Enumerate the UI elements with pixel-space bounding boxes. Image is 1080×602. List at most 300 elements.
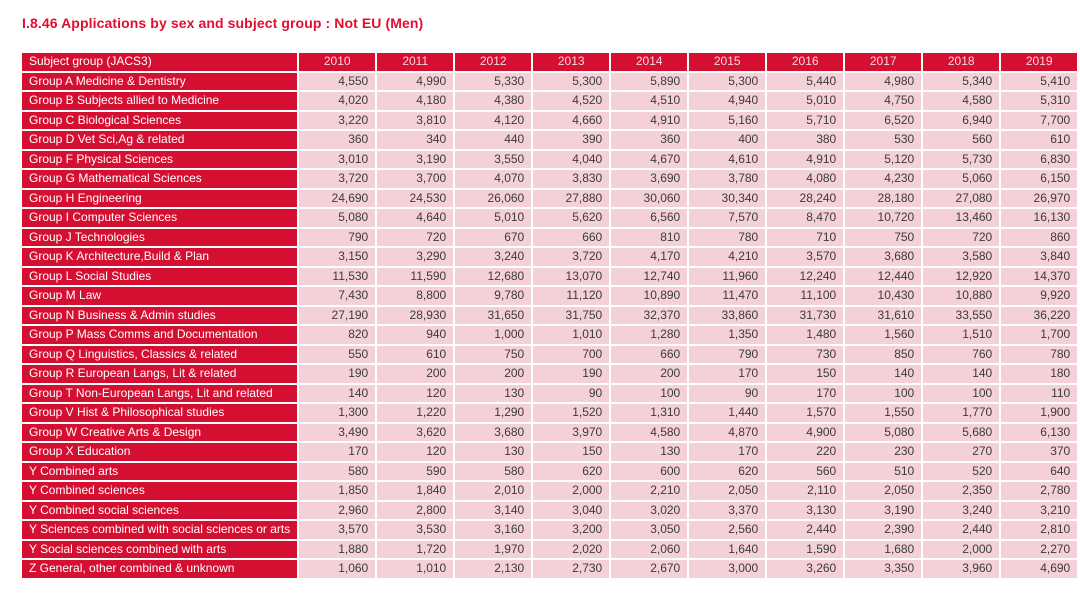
data-cell: 27,880	[533, 190, 609, 208]
data-cell: 130	[611, 443, 687, 461]
data-cell: 620	[533, 463, 609, 481]
data-cell: 130	[455, 443, 531, 461]
data-cell: 3,240	[455, 248, 531, 266]
data-cell: 3,490	[299, 424, 375, 442]
table-row	[22, 541, 1077, 559]
data-cell: 30,340	[689, 190, 765, 208]
row-label: Group T Non-European Langs, Lit and related	[22, 385, 297, 403]
data-cell: 1,640	[689, 541, 765, 559]
data-cell: 940	[377, 326, 453, 344]
col-header-year-2015: 2015	[689, 53, 765, 71]
data-cell: 10,430	[845, 287, 921, 305]
data-cell: 1,550	[845, 404, 921, 422]
data-cell: 230	[845, 443, 921, 461]
data-cell: 3,000	[689, 560, 765, 578]
data-cell: 780	[689, 229, 765, 247]
data-cell: 150	[533, 443, 609, 461]
table-row	[22, 131, 1077, 149]
data-cell: 1,570	[767, 404, 843, 422]
data-cell: 150	[767, 365, 843, 383]
data-cell: 1,680	[845, 541, 921, 559]
data-cell: 1,480	[767, 326, 843, 344]
data-cell: 3,680	[845, 248, 921, 266]
table-row	[22, 151, 1077, 169]
data-cell: 340	[377, 131, 453, 149]
data-cell: 660	[533, 229, 609, 247]
data-cell: 850	[845, 346, 921, 364]
data-cell: 26,970	[1001, 190, 1077, 208]
data-cell: 33,550	[923, 307, 999, 325]
data-cell: 28,180	[845, 190, 921, 208]
data-cell: 790	[689, 346, 765, 364]
data-cell: 2,730	[533, 560, 609, 578]
data-cell: 4,910	[611, 112, 687, 130]
data-cell: 3,700	[377, 170, 453, 188]
data-cell: 440	[455, 131, 531, 149]
col-header-year-2012: 2012	[455, 53, 531, 71]
row-label: Group B Subjects allied to Medicine	[22, 92, 297, 110]
data-cell: 2,130	[455, 560, 531, 578]
data-cell: 1,310	[611, 404, 687, 422]
data-cell: 90	[533, 385, 609, 403]
table-row	[22, 502, 1077, 520]
data-cell: 5,080	[299, 209, 375, 227]
data-cell: 9,920	[1001, 287, 1077, 305]
data-cell: 30,060	[611, 190, 687, 208]
data-cell: 390	[533, 131, 609, 149]
data-cell: 6,830	[1001, 151, 1077, 169]
table-row	[22, 365, 1077, 383]
data-cell: 120	[377, 443, 453, 461]
table-row	[22, 385, 1077, 403]
data-cell: 6,560	[611, 209, 687, 227]
data-cell: 11,120	[533, 287, 609, 305]
data-cell: 2,960	[299, 502, 375, 520]
data-cell: 12,440	[845, 268, 921, 286]
table-row	[22, 268, 1077, 286]
row-label: Group C Biological Sciences	[22, 112, 297, 130]
data-cell: 3,160	[455, 521, 531, 539]
data-cell: 370	[1001, 443, 1077, 461]
row-label: Y Combined social sciences	[22, 502, 297, 520]
row-label: Y Social sciences combined with arts	[22, 541, 297, 559]
data-cell: 26,060	[455, 190, 531, 208]
data-cell: 2,810	[1001, 521, 1077, 539]
row-label: Y Combined sciences	[22, 482, 297, 500]
data-cell: 670	[455, 229, 531, 247]
data-cell: 2,440	[767, 521, 843, 539]
row-label: Group F Physical Sciences	[22, 151, 297, 169]
header-row	[22, 53, 1077, 71]
data-cell: 170	[689, 365, 765, 383]
data-cell: 4,230	[845, 170, 921, 188]
data-cell: 520	[923, 463, 999, 481]
data-cell: 1,720	[377, 541, 453, 559]
row-label: Y Sciences combined with social sciences or arts	[22, 521, 297, 539]
row-label: Group A Medicine & Dentistry	[22, 73, 297, 91]
data-cell: 170	[299, 443, 375, 461]
data-cell: 12,920	[923, 268, 999, 286]
data-cell: 3,690	[611, 170, 687, 188]
page-title: I.8.46 Applications by sex and subject group : Not EU (Men)	[22, 15, 424, 31]
table-row	[22, 443, 1077, 461]
data-cell: 3,530	[377, 521, 453, 539]
data-cell: 550	[299, 346, 375, 364]
applications-table	[20, 51, 1079, 580]
data-cell: 4,520	[533, 92, 609, 110]
data-cell: 4,070	[455, 170, 531, 188]
data-cell: 2,010	[455, 482, 531, 500]
data-cell: 5,620	[533, 209, 609, 227]
data-cell: 4,510	[611, 92, 687, 110]
data-cell: 3,150	[299, 248, 375, 266]
col-header-year-2013: 2013	[533, 53, 609, 71]
table-row	[22, 424, 1077, 442]
data-cell: 1,970	[455, 541, 531, 559]
table-row	[22, 287, 1077, 305]
data-cell: 200	[377, 365, 453, 383]
data-cell: 5,440	[767, 73, 843, 91]
data-cell: 6,150	[1001, 170, 1077, 188]
data-cell: 4,940	[689, 92, 765, 110]
data-cell: 3,220	[299, 112, 375, 130]
data-cell: 3,010	[299, 151, 375, 169]
table-row	[22, 73, 1077, 91]
data-cell: 5,890	[611, 73, 687, 91]
data-cell: 3,020	[611, 502, 687, 520]
row-label: Group H Engineering	[22, 190, 297, 208]
data-cell: 200	[455, 365, 531, 383]
data-cell: 560	[767, 463, 843, 481]
data-cell: 11,960	[689, 268, 765, 286]
table-row	[22, 209, 1077, 227]
data-cell: 4,670	[611, 151, 687, 169]
table-row	[22, 92, 1077, 110]
table-body	[22, 73, 1077, 578]
data-cell: 11,470	[689, 287, 765, 305]
table-row	[22, 307, 1077, 325]
data-cell: 590	[377, 463, 453, 481]
data-cell: 3,720	[299, 170, 375, 188]
data-cell: 1,350	[689, 326, 765, 344]
data-cell: 16,130	[1001, 209, 1077, 227]
data-cell: 32,370	[611, 307, 687, 325]
data-cell: 36,220	[1001, 307, 1077, 325]
data-cell: 28,240	[767, 190, 843, 208]
data-cell: 1,290	[455, 404, 531, 422]
data-cell: 3,190	[845, 502, 921, 520]
col-header-year-2016: 2016	[767, 53, 843, 71]
data-cell: 33,860	[689, 307, 765, 325]
data-cell: 1,880	[299, 541, 375, 559]
data-cell: 580	[299, 463, 375, 481]
data-cell: 510	[845, 463, 921, 481]
data-cell: 4,170	[611, 248, 687, 266]
data-cell: 13,070	[533, 268, 609, 286]
row-label: Z General, other combined & unknown	[22, 560, 297, 578]
data-cell: 3,260	[767, 560, 843, 578]
data-cell: 24,690	[299, 190, 375, 208]
data-cell: 270	[923, 443, 999, 461]
data-cell: 3,550	[455, 151, 531, 169]
data-cell: 3,570	[767, 248, 843, 266]
data-cell: 2,210	[611, 482, 687, 500]
data-cell: 4,020	[299, 92, 375, 110]
data-cell: 3,210	[1001, 502, 1077, 520]
data-cell: 6,130	[1001, 424, 1077, 442]
data-cell: 750	[845, 229, 921, 247]
data-cell: 3,970	[533, 424, 609, 442]
data-cell: 3,680	[455, 424, 531, 442]
data-cell: 730	[767, 346, 843, 364]
data-cell: 2,050	[845, 482, 921, 500]
data-cell: 31,610	[845, 307, 921, 325]
data-cell: 860	[1001, 229, 1077, 247]
data-cell: 130	[455, 385, 531, 403]
data-cell: 2,110	[767, 482, 843, 500]
data-cell: 90	[689, 385, 765, 403]
data-cell: 2,560	[689, 521, 765, 539]
data-cell: 3,040	[533, 502, 609, 520]
table-row	[22, 482, 1077, 500]
table-row	[22, 346, 1077, 364]
data-cell: 5,010	[767, 92, 843, 110]
data-cell: 5,300	[689, 73, 765, 91]
data-cell: 1,000	[455, 326, 531, 344]
data-cell: 3,190	[377, 151, 453, 169]
table-row	[22, 248, 1077, 266]
data-cell: 790	[299, 229, 375, 247]
row-label: Group L Social Studies	[22, 268, 297, 286]
data-cell: 1,510	[923, 326, 999, 344]
data-cell: 7,430	[299, 287, 375, 305]
data-cell: 140	[299, 385, 375, 403]
row-label: Group D Vet Sci,Ag & related	[22, 131, 297, 149]
data-cell: 31,750	[533, 307, 609, 325]
data-cell: 12,240	[767, 268, 843, 286]
data-cell: 720	[377, 229, 453, 247]
data-cell: 110	[1001, 385, 1077, 403]
data-cell: 2,780	[1001, 482, 1077, 500]
data-cell: 5,300	[533, 73, 609, 91]
data-cell: 140	[923, 365, 999, 383]
data-cell: 1,770	[923, 404, 999, 422]
data-cell: 760	[923, 346, 999, 364]
data-cell: 1,010	[377, 560, 453, 578]
data-cell: 220	[767, 443, 843, 461]
data-cell: 810	[611, 229, 687, 247]
data-cell: 10,890	[611, 287, 687, 305]
data-cell: 1,440	[689, 404, 765, 422]
table-row	[22, 112, 1077, 130]
data-cell: 2,800	[377, 502, 453, 520]
data-cell: 2,390	[845, 521, 921, 539]
row-label: Group R European Langs, Lit & related	[22, 365, 297, 383]
data-cell: 4,990	[377, 73, 453, 91]
data-cell: 3,290	[377, 248, 453, 266]
table-row	[22, 521, 1077, 539]
table-row	[22, 170, 1077, 188]
data-cell: 640	[1001, 463, 1077, 481]
data-cell: 1,280	[611, 326, 687, 344]
data-cell: 4,180	[377, 92, 453, 110]
col-header-year-2010: 2010	[299, 53, 375, 71]
data-cell: 3,200	[533, 521, 609, 539]
data-cell: 5,120	[845, 151, 921, 169]
data-cell: 190	[299, 365, 375, 383]
data-cell: 170	[767, 385, 843, 403]
data-cell: 820	[299, 326, 375, 344]
data-cell: 120	[377, 385, 453, 403]
row-label: Group J Technologies	[22, 229, 297, 247]
data-cell: 620	[689, 463, 765, 481]
data-cell: 31,650	[455, 307, 531, 325]
data-cell: 11,590	[377, 268, 453, 286]
data-cell: 4,040	[533, 151, 609, 169]
data-cell: 720	[923, 229, 999, 247]
data-cell: 6,520	[845, 112, 921, 130]
data-cell: 27,080	[923, 190, 999, 208]
data-cell: 580	[455, 463, 531, 481]
data-cell: 28,930	[377, 307, 453, 325]
row-label: Group N Business & Admin studies	[22, 307, 297, 325]
data-cell: 5,060	[923, 170, 999, 188]
data-cell: 4,750	[845, 92, 921, 110]
data-cell: 5,160	[689, 112, 765, 130]
data-cell: 3,830	[533, 170, 609, 188]
data-cell: 100	[845, 385, 921, 403]
data-cell: 3,570	[299, 521, 375, 539]
table-row	[22, 229, 1077, 247]
data-cell: 3,130	[767, 502, 843, 520]
data-cell: 100	[611, 385, 687, 403]
data-cell: 12,740	[611, 268, 687, 286]
data-cell: 170	[689, 443, 765, 461]
data-cell: 31,730	[767, 307, 843, 325]
data-cell: 5,710	[767, 112, 843, 130]
data-cell: 4,380	[455, 92, 531, 110]
data-cell: 4,870	[689, 424, 765, 442]
data-cell: 6,940	[923, 112, 999, 130]
data-cell: 4,210	[689, 248, 765, 266]
data-cell: 2,670	[611, 560, 687, 578]
data-cell: 3,370	[689, 502, 765, 520]
data-cell: 3,140	[455, 502, 531, 520]
data-cell: 610	[377, 346, 453, 364]
data-cell: 700	[533, 346, 609, 364]
data-cell: 1,060	[299, 560, 375, 578]
data-cell: 4,610	[689, 151, 765, 169]
data-cell: 5,310	[1001, 92, 1077, 110]
data-cell: 710	[767, 229, 843, 247]
data-cell: 10,880	[923, 287, 999, 305]
data-cell: 3,050	[611, 521, 687, 539]
data-cell: 1,700	[1001, 326, 1077, 344]
data-cell: 5,330	[455, 73, 531, 91]
row-label: Group P Mass Comms and Documentation	[22, 326, 297, 344]
data-cell: 560	[923, 131, 999, 149]
data-cell: 3,810	[377, 112, 453, 130]
data-cell: 1,300	[299, 404, 375, 422]
data-cell: 10,720	[845, 209, 921, 227]
data-cell: 140	[845, 365, 921, 383]
data-cell: 2,270	[1001, 541, 1077, 559]
data-cell: 780	[1001, 346, 1077, 364]
data-cell: 4,690	[1001, 560, 1077, 578]
data-cell: 2,020	[533, 541, 609, 559]
data-cell: 380	[767, 131, 843, 149]
data-cell: 5,680	[923, 424, 999, 442]
data-cell: 100	[923, 385, 999, 403]
data-cell: 1,520	[533, 404, 609, 422]
data-cell: 1,560	[845, 326, 921, 344]
data-cell: 200	[611, 365, 687, 383]
data-cell: 8,470	[767, 209, 843, 227]
table-row	[22, 560, 1077, 578]
data-cell: 1,590	[767, 541, 843, 559]
table-row	[22, 404, 1077, 422]
data-cell: 3,350	[845, 560, 921, 578]
data-cell: 180	[1001, 365, 1077, 383]
data-cell: 2,050	[689, 482, 765, 500]
col-header-year-2019: 2019	[1001, 53, 1077, 71]
data-cell: 2,440	[923, 521, 999, 539]
data-cell: 4,580	[923, 92, 999, 110]
data-cell: 400	[689, 131, 765, 149]
data-cell: 7,700	[1001, 112, 1077, 130]
data-cell: 360	[299, 131, 375, 149]
col-header-year-2017: 2017	[845, 53, 921, 71]
data-cell: 13,460	[923, 209, 999, 227]
data-cell: 360	[611, 131, 687, 149]
data-cell: 4,640	[377, 209, 453, 227]
row-label: Group I Computer Sciences	[22, 209, 297, 227]
data-cell: 4,980	[845, 73, 921, 91]
data-cell: 5,340	[923, 73, 999, 91]
data-cell: 2,350	[923, 482, 999, 500]
data-cell: 3,840	[1001, 248, 1077, 266]
row-label: Group K Architecture,Build & Plan	[22, 248, 297, 266]
data-cell: 7,570	[689, 209, 765, 227]
data-cell: 8,800	[377, 287, 453, 305]
data-cell: 1,010	[533, 326, 609, 344]
data-cell: 24,530	[377, 190, 453, 208]
data-cell: 12,680	[455, 268, 531, 286]
data-cell: 11,530	[299, 268, 375, 286]
data-cell: 4,080	[767, 170, 843, 188]
data-cell: 3,960	[923, 560, 999, 578]
row-label: Group X Education	[22, 443, 297, 461]
data-cell: 3,720	[533, 248, 609, 266]
data-cell: 9,780	[455, 287, 531, 305]
data-cell: 27,190	[299, 307, 375, 325]
row-label: Group M Law	[22, 287, 297, 305]
data-cell: 1,840	[377, 482, 453, 500]
data-cell: 750	[455, 346, 531, 364]
data-cell: 2,060	[611, 541, 687, 559]
data-cell: 3,620	[377, 424, 453, 442]
data-cell: 5,080	[845, 424, 921, 442]
data-cell: 3,580	[923, 248, 999, 266]
data-cell: 4,910	[767, 151, 843, 169]
table-row	[22, 463, 1077, 481]
data-cell: 5,410	[1001, 73, 1077, 91]
col-header-year-2018: 2018	[923, 53, 999, 71]
row-label: Group Q Linguistics, Classics & related	[22, 346, 297, 364]
data-cell: 530	[845, 131, 921, 149]
data-cell: 2,000	[923, 541, 999, 559]
col-header-year-2011: 2011	[377, 53, 453, 71]
